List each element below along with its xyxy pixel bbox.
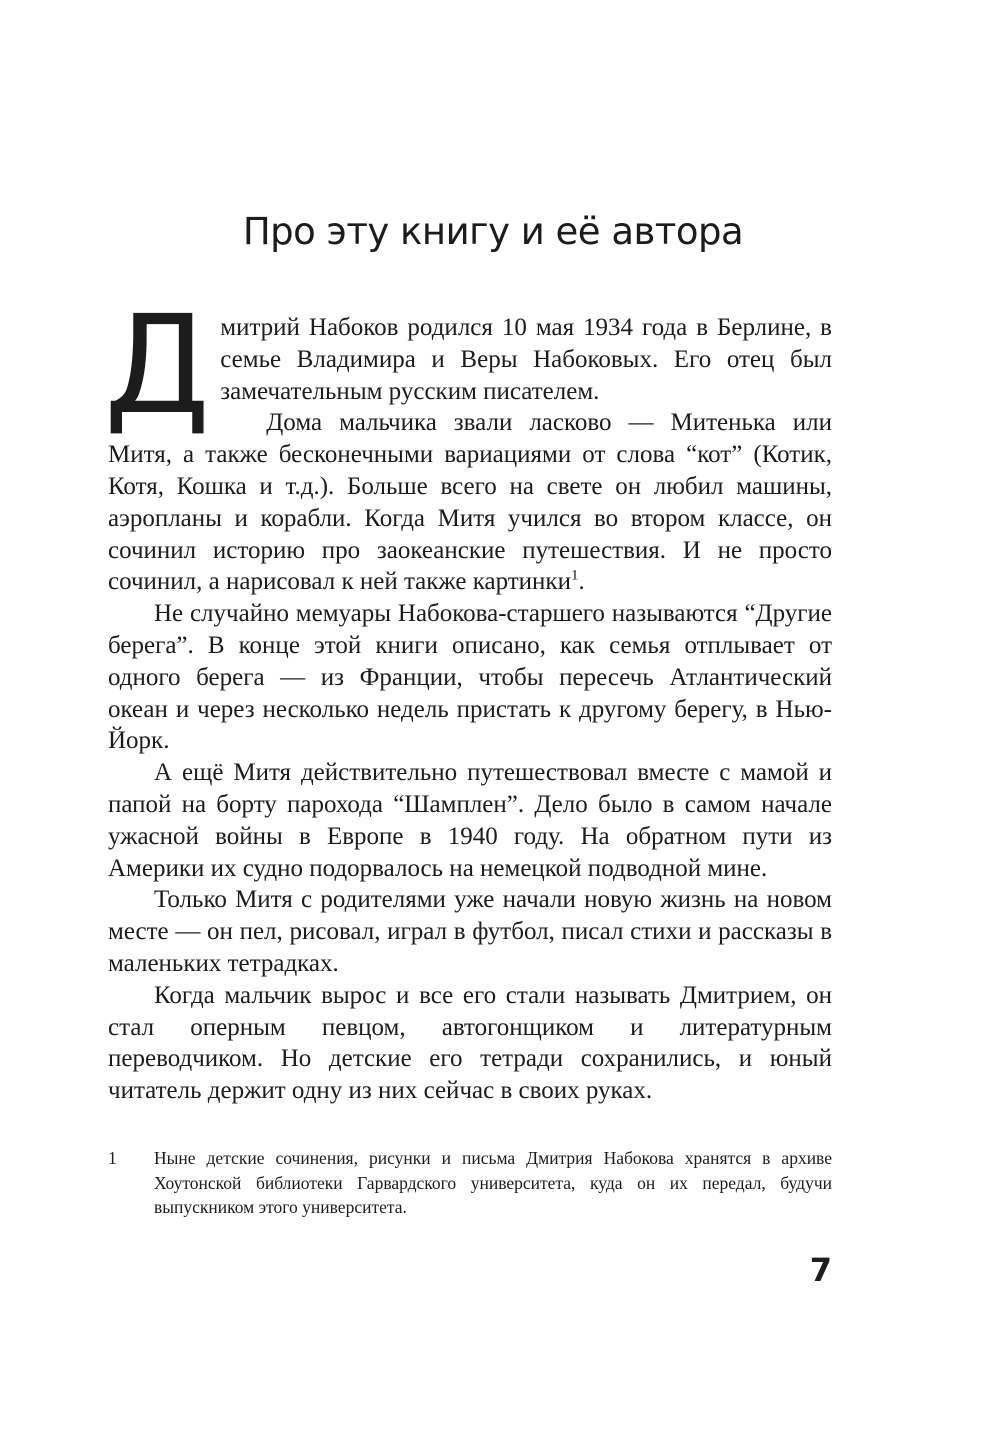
page-title: Про эту книгу и её автора: [242, 210, 744, 253]
paragraph-3: Не случайно мемуары Набокова-старшего называются “Другие берега”. В конце этой книги описано, как семья отплывает от одного берега — из Франции, чтобы пересечь Атлантический океан и через несколько недель пристать к другому берегу, в Нью-Йорк.: [108, 600, 832, 755]
footnote-text: Ныне детские сочинения, рисунки и письма Дмитрия Набокова хранятся в архиве Хоутонской библиотеки Гарвардского университета, куда он их передал, будучи выпускником этого университета.: [154, 1148, 832, 1217]
page-number: 7: [809, 1251, 832, 1289]
body-text: [104, 287, 832, 1107]
paragraph-4: А ещё Митя действительно путешествовал вместе с мамой и папой на борту парохода “Шамплен”. Дело было в самом начале ужасной войны в Европе в 1940 году. На обратном пути из Америки их судно подорвалось на немецкой подводной мине.: [108, 759, 832, 882]
footnote: [108, 1146, 832, 1220]
paragraph-1: [104, 287, 832, 445]
paragraph-1-text: митрий Набоков родился 10 мая 1934 года в Берлине, в семье Владимира и Веры Набоковых. Его отец был замечательным русским писателем.: [220, 314, 832, 405]
paragraph-5: Только Митя с родителями уже начали новую жизнь на новом месте — он пел, рисовал, играл в футбол, писал стихи и рассказы в маленьких тетрадках.: [108, 886, 832, 977]
footnote-reference[interactable]: 1: [570, 568, 579, 585]
paragraph-2-text: Дома мальчика звали ласково — Митенька или Митя, а также бесконечными вариациями от слова “кот” (Котик, Котя, Кошка и т.д.). Больше всего на свете он любил машины, аэропланы и корабли. Когда Митя учился во втором классе, он сочинил историю про заокеанские путешествия. И не просто сочинил, а нарисовал к ней также картинки: [108, 409, 832, 596]
footnote-number: 1: [108, 1148, 117, 1168]
paragraph-2-end: .: [578, 568, 585, 596]
drop-cap: Д: [104, 287, 211, 445]
paragraph-2: [108, 407, 832, 598]
paragraph-6: Когда мальчик вырос и все его стали называть Дмитрием, он стал оперным певцом, автогонщиком и литературным переводчиком. Но детские его тетради сохранились, и юный читатель держит одну из них сейчас в своих руках.: [108, 981, 832, 1105]
